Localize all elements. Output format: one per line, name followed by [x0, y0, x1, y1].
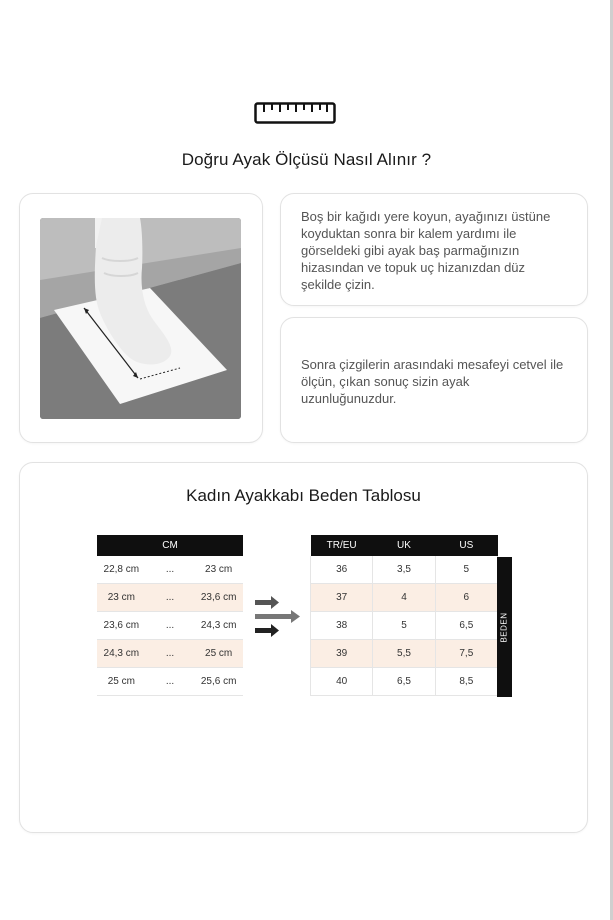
size-table-title: Kadın Ayakkabı Beden Tablosu: [186, 486, 421, 505]
ruler-icon: [254, 100, 336, 126]
cm-to: 25,6 cm: [194, 668, 243, 696]
instruction-card-2: [280, 317, 588, 443]
size-us: 6,5: [435, 612, 497, 640]
cm-from: 24,3 cm: [97, 640, 146, 668]
size-us: 7,5: [435, 640, 497, 668]
size-uk: 4: [373, 584, 435, 612]
beden-label: BEDEN: [500, 611, 509, 643]
cm-from: 22,8 cm: [97, 556, 146, 584]
size-table: [310, 535, 498, 696]
cm-to: 25 cm: [194, 640, 243, 668]
size-uk: 5,5: [373, 640, 435, 668]
table-row: [311, 668, 498, 696]
cm-from: 23,6 cm: [97, 612, 146, 640]
cm-to: 23 cm: [194, 556, 243, 584]
size-table-card: [19, 462, 588, 833]
table-row: [311, 640, 498, 668]
table-row: [97, 556, 243, 584]
table-row: [97, 668, 243, 696]
instruction-card-1: [280, 193, 588, 306]
beden-side-label: [497, 557, 512, 697]
size-tr-eu: 39: [311, 640, 373, 668]
instruction-step-2: Sonra çizgilerin arasındaki mesafeyi cetvel ile ölçün, çıkan sonuç sizin ayak uzunluğunuzdur.: [301, 357, 564, 406]
size-tr-eu: 40: [311, 668, 373, 696]
size-tr-eu: 36: [311, 556, 373, 584]
size-uk: 5: [373, 612, 435, 640]
foot-measurement-photo: [40, 218, 241, 419]
table-row: [311, 584, 498, 612]
table-row: [97, 584, 243, 612]
cm-sep: ...: [146, 640, 195, 668]
cm-sep: ...: [146, 584, 195, 612]
table-row: [97, 640, 243, 668]
page-title: Doğru Ayak Ölçüsü Nasıl Alınır ?: [181, 150, 432, 169]
size-uk: 6,5: [373, 668, 435, 696]
table-row: [311, 612, 498, 640]
cm-sep: ...: [146, 668, 195, 696]
table-row: [311, 556, 498, 584]
arrows-right-icon: [253, 593, 303, 643]
cm-sep: ...: [146, 556, 195, 584]
cm-to: 23,6 cm: [194, 584, 243, 612]
size-tr-eu: 37: [311, 584, 373, 612]
size-uk: 3,5: [373, 556, 435, 584]
size-us: 8,5: [435, 668, 497, 696]
cm-header: CM: [97, 535, 243, 556]
size-tr-eu: 38: [311, 612, 373, 640]
size-header-us: US: [435, 535, 497, 556]
cm-from: 25 cm: [97, 668, 146, 696]
table-row: [97, 612, 243, 640]
size-header-tr-eu: TR/EU: [311, 535, 373, 556]
cm-to: 24,3 cm: [194, 612, 243, 640]
cm-from: 23 cm: [97, 584, 146, 612]
cm-table: [97, 535, 243, 696]
instruction-step-1: Boş bir kağıdı yere koyun, ayağınızı üstüne koyduktan sonra bir kalem yardımı ile görseldeki gibi ayak baş parmağınızın hizasından ve topuk uç hizanızdan düz şekilde çizin.: [301, 209, 551, 292]
photo-card: [19, 193, 263, 443]
size-header-uk: UK: [373, 535, 435, 556]
cm-sep: ...: [146, 612, 195, 640]
size-us: 5: [435, 556, 497, 584]
size-us: 6: [435, 584, 497, 612]
